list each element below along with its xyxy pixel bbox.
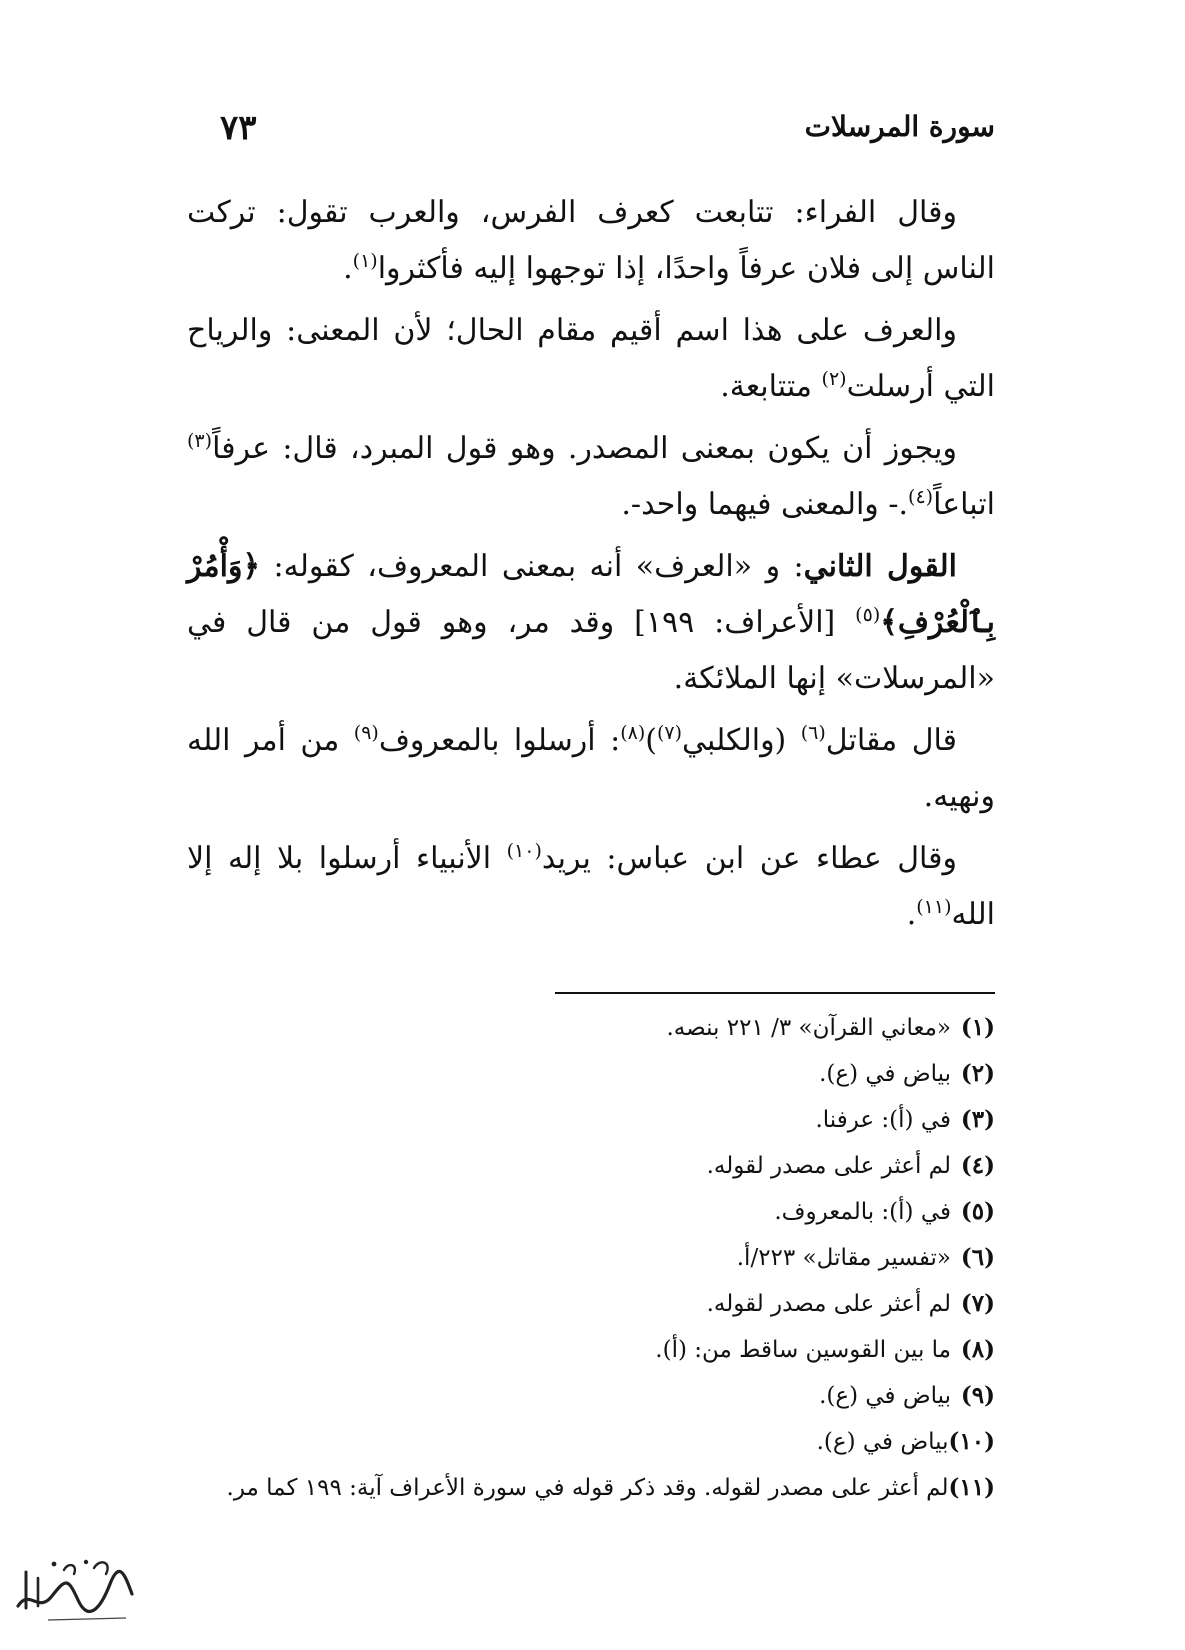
paragraph-text: وقال عطاء عن ابن عباس: يريد bbox=[541, 841, 957, 876]
paragraph-4 bbox=[187, 539, 995, 707]
calligraphy-logo-graphic bbox=[8, 1548, 138, 1628]
surah-title: سورة المرسلات bbox=[804, 110, 995, 143]
paragraph-text: الأنبياء أرسلوا بلا إله إلا الله bbox=[187, 841, 995, 932]
footnote-item bbox=[125, 1235, 995, 1281]
paragraph-text: قال مقاتل bbox=[825, 723, 957, 758]
paragraph-3 bbox=[187, 421, 995, 533]
paragraph-5 bbox=[187, 713, 995, 825]
footnote-text: ما بين القوسين ساقط من: (أ). bbox=[655, 1337, 951, 1363]
section-lead: القول الثاني bbox=[803, 549, 957, 584]
footnote-ref: (٤) bbox=[908, 486, 934, 508]
footnote-number: (٤) bbox=[960, 1152, 995, 1179]
footnote-ref: (٨) bbox=[620, 722, 646, 744]
paragraph-text: [الأعراف: ١٩٩] وقد مر، وهو قول من قال في «المرسلات» إنها الملائكة. bbox=[187, 605, 995, 696]
footnote-ref: (٩) bbox=[353, 722, 379, 744]
footnote-number: (٧) bbox=[960, 1290, 995, 1317]
paragraph-text: (والكلبي bbox=[682, 723, 801, 758]
footnote-text: لم أعثر على مصدر لقوله. وقد ذكر قوله في سورة الأعراف آية: ١٩٩ كما مر. bbox=[226, 1475, 949, 1501]
page-header bbox=[190, 110, 995, 154]
paragraph-text: وقال الفراء: تتابعت كعرف الفرس، والعرب تقول: تركت الناس إلى فلان عرفاً واحدًا، إذا توجهوا إليه فأكثروا bbox=[187, 195, 995, 286]
footnote-number: (٦) bbox=[960, 1244, 995, 1271]
footnote-ref: (١١) bbox=[916, 896, 952, 918]
footnote-item bbox=[125, 1373, 995, 1419]
page-number: ٧٣ bbox=[220, 108, 257, 148]
paragraph-text: ويجوز أن يكون بمعنى المصدر. وهو قول المبرد، قال: عرفاً bbox=[212, 431, 957, 466]
paragraph-text: : أرسلوا بالمعروف bbox=[378, 723, 621, 758]
footnote-number: (٥) bbox=[960, 1198, 995, 1225]
footnote-ref: (١) bbox=[352, 250, 378, 272]
footnote-number: (٣) bbox=[960, 1106, 995, 1133]
footnote-number: (٨) bbox=[960, 1336, 995, 1363]
paragraph-text: من أمر الله ونهيه. bbox=[187, 723, 995, 814]
footnote-number: (٩) bbox=[960, 1382, 995, 1409]
paragraph-text: : و «العرف» أنه بمعنى المعروف، كقوله: bbox=[260, 549, 804, 584]
paragraph-text: ) bbox=[645, 723, 657, 758]
paragraph-text: . bbox=[906, 897, 917, 932]
footnote-ref: (٧) bbox=[656, 722, 683, 744]
footnote-text: لم أعثر على مصدر لقوله. bbox=[706, 1153, 951, 1179]
calligraphy-logo-icon bbox=[8, 1548, 138, 1628]
body-text bbox=[187, 185, 995, 949]
footnote-item bbox=[125, 1281, 995, 1327]
footnote-ref: (٢) bbox=[821, 368, 847, 390]
footnote-text: لم أعثر على مصدر لقوله. bbox=[706, 1291, 951, 1317]
footnote-number: (١١) bbox=[948, 1474, 995, 1501]
quran-verse: ﴿وَأْمُرْ بِٱلْعُرْفِ﴾ bbox=[187, 549, 996, 640]
footnote-text: «معاني القرآن» ٣/ ٢٢١ بنصه. bbox=[666, 1015, 951, 1041]
footnote-item bbox=[125, 1419, 995, 1465]
footnote-item bbox=[125, 1097, 995, 1143]
footnote-item bbox=[125, 1327, 995, 1373]
footnote-text: بياض في (ع). bbox=[819, 1383, 951, 1409]
paragraph-text: والعرف على هذا اسم أقيم مقام الحال؛ لأن المعنى: والرياح التي أرسلت bbox=[187, 313, 995, 404]
footnote-item bbox=[125, 1051, 995, 1097]
footnote-ref: (٥) bbox=[855, 604, 881, 626]
paragraph-text: . bbox=[343, 251, 353, 286]
footnote-text: «تفسير مقاتل» ٢٢٣/أ. bbox=[736, 1245, 951, 1271]
paragraph-text: .- والمعنى فيهما واحد-. bbox=[621, 487, 909, 522]
footnote-item bbox=[125, 1143, 995, 1189]
footnote-ref: (١٠) bbox=[506, 840, 542, 862]
footnote-text: بياض في (ع). bbox=[816, 1429, 949, 1455]
footnote-text: في (أ): عرفنا. bbox=[815, 1107, 951, 1133]
footnote-number: (١) bbox=[960, 1014, 995, 1041]
footnote-text: بياض في (ع). bbox=[819, 1061, 951, 1087]
footnote-ref: (٣) bbox=[187, 430, 213, 452]
paragraph-2 bbox=[187, 303, 995, 415]
paragraph-text: اتباعاً bbox=[933, 487, 995, 522]
footnote-text: في (أ): بالمعروف. bbox=[774, 1199, 951, 1225]
paragraph-text: متتابعة. bbox=[720, 369, 822, 404]
footnote-item bbox=[125, 1189, 995, 1235]
footnote-separator bbox=[555, 992, 995, 994]
footnote-ref: (٦) bbox=[800, 722, 826, 744]
paragraph-6 bbox=[187, 831, 995, 943]
paragraph-1 bbox=[187, 185, 995, 297]
footnotes-list bbox=[125, 1005, 995, 1511]
footnote-item bbox=[125, 1005, 995, 1051]
footnote-item bbox=[125, 1465, 995, 1511]
footnote-number: (٢) bbox=[960, 1060, 995, 1087]
footnote-number: (١٠) bbox=[948, 1428, 995, 1455]
